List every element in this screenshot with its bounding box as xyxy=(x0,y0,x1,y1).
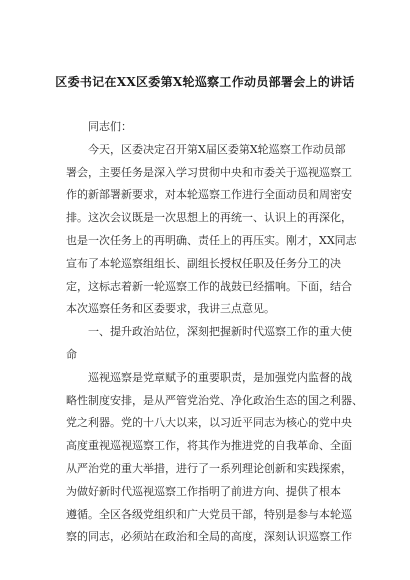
paragraph-line: 略性制度安排，是从严管党治党、净化政治生态的国之利器、 xyxy=(66,393,363,407)
paragraph-line: 为做好新时代巡视巡察工作指明了前进方向、提供了根本 xyxy=(66,484,341,498)
document-title: 区委书记在XX区委第X轮巡察工作动员部署会上的讲话 xyxy=(55,75,355,89)
paragraph-line: 排。这次会议既是一次思想上的再统一、认识上的再深化， xyxy=(66,211,352,225)
salutation-line: 同志们： xyxy=(88,120,132,133)
paragraph-line: 本次巡察任务和区委要求，我讲三点意见。 xyxy=(66,302,275,316)
paragraph-line: 署会，主要任务是深入学习贯彻中央和市委关于巡视巡察工 xyxy=(66,165,352,179)
paragraph-line: 作的新部署新要求，对本轮巡察工作进行全面动员和周密安 xyxy=(66,188,352,202)
paragraph-line: 定，这标志着新一轮巡察工作的战鼓已经擂响。下面，结合 xyxy=(66,279,352,293)
paragraph-line: 察的同志，必须站在政治和全局的高度，深刻认识巡察工作 xyxy=(66,530,352,544)
paragraph-line: 党之利器。党的十八大以来，以习近平同志为核心的党中央 xyxy=(66,416,352,430)
paragraph-line: 宣布了本轮巡察组组长、副组长授权任职及任务分工的决 xyxy=(66,256,341,270)
paragraph-line: 今天，区委决定召开第X届区委第X轮巡察工作动员部 xyxy=(88,142,346,156)
paragraph-line: 巡视巡察是党章赋予的重要职责，是加强党内监督的战 xyxy=(88,370,352,384)
paragraph-line: 从严治党的重大举措，进行了一系列理论创新和实践探索， xyxy=(66,461,352,475)
paragraph-line: 也是一次任务上的再明确、责任上的再压实。刚才，XX同志 xyxy=(66,233,357,247)
paragraph-line: 高度重视巡视巡察工作，将其作为推进党的自我革命、全面 xyxy=(66,439,352,453)
section-heading-line: 一、提升政治站位，深刻把握新时代巡察工作的重大使 xyxy=(88,325,352,339)
section-heading-line: 命 xyxy=(66,347,77,361)
document-body xyxy=(66,116,363,549)
paragraph-line: 遵循。全区各级党组织和广大党员干部，特别是参与本轮巡 xyxy=(66,507,352,521)
